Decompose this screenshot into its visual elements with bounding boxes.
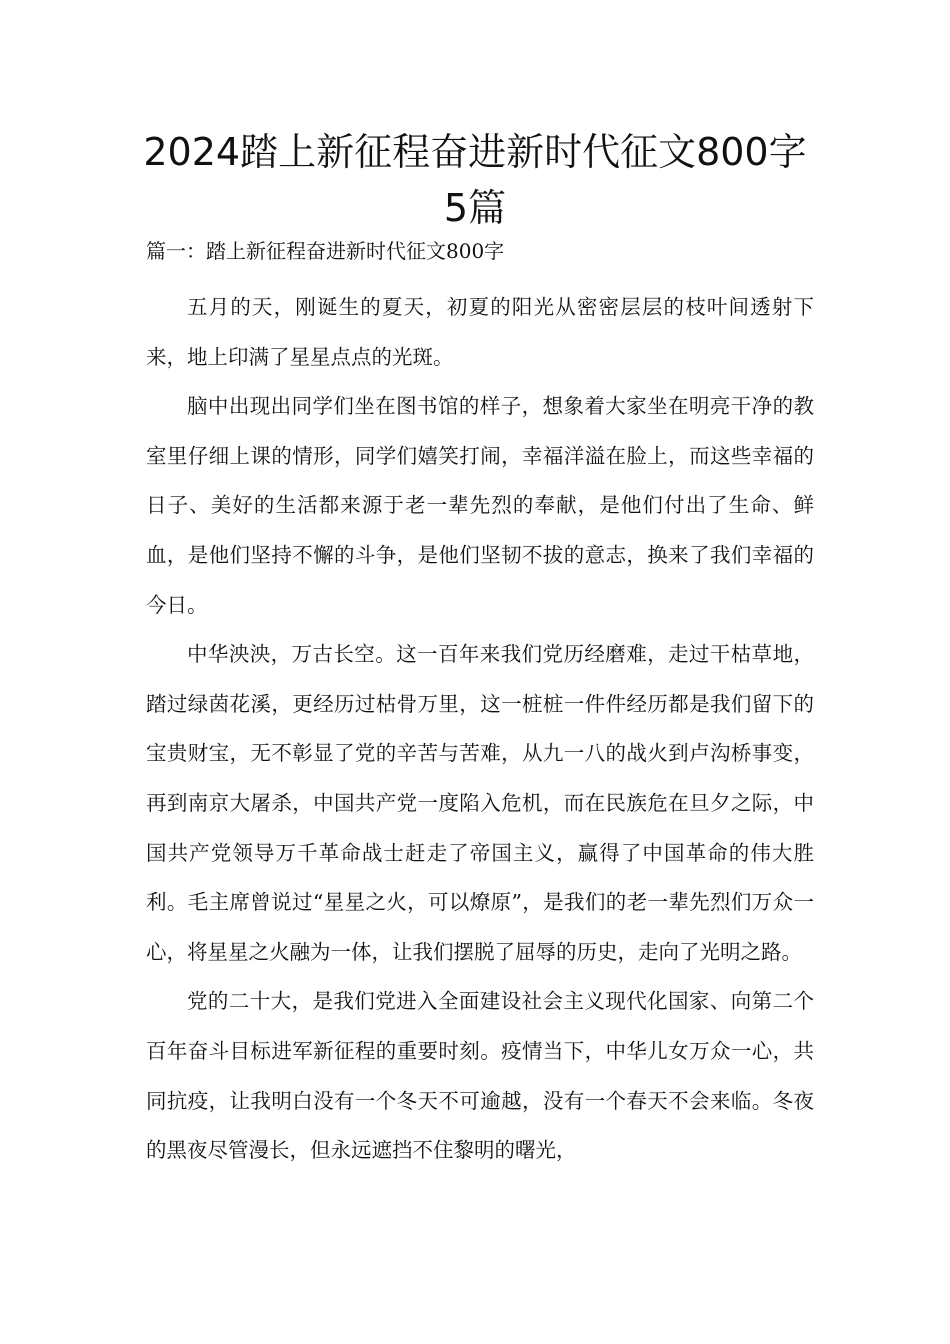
section-heading: 篇一：踏上新征程奋进新时代征文800字 (146, 239, 505, 263)
paragraph-3: 中华泱泱，万古长空。这一百年来我们党历经磨难，走过干枯草地，踏过绿茵花溪，更经历过枯骨万里，这一桩桩一件件经历都是我们留下的宝贵财宝，无不彰显了党的辛苦与苦难，从九一八的战火到卢沟桥事变，再到南京大屠杀，中国共产党一度陷入危机，而在民族危在旦夕之际，中国共产党领导万千革命战士赶走了帝国主义，赢得了中国革命的伟大胜利。毛主席曾说过“星星之火，可以燎原”，是我们的老一辈先烈们万众一心，将星星之火融为一体，让我们摆脱了屈辱的历史，走向了光明之路。 (146, 642, 814, 964)
article-body (146, 283, 814, 1176)
paragraph-1: 五月的天，刚诞生的夏天，初夏的阳光从密密层层的枝叶间透射下来，地上印满了星星点点的光斑。 (146, 295, 814, 369)
document-title-line-2: 5篇 (443, 186, 507, 230)
document-title-line-1: 2024踏上新征程奋进新时代征文800字 (143, 130, 807, 174)
paragraph-4: 党的二十大，是我们党进入全面建设社会主义现代化国家、向第二个百年奋斗目标进军新征程的重要时刻。疫情当下，中华儿女万众一心，共同抗疫，让我明白没有一个冬天不可逾越，没有一个春天不会来临。冬夜的黑夜尽管漫长，但永远遮挡不住黎明的曙光， (146, 989, 814, 1163)
document-title (120, 124, 830, 236)
paragraph-2: 脑中出现出同学们坐在图书馆的样子，想象着大家坐在明亮干净的教室里仔细上课的情形，同学们嬉笑打闹，幸福洋溢在脸上，而这些幸福的日子、美好的生活都来源于老一辈先烈的奉献，是他们付出了生命、鲜血，是他们坚持不懈的斗争，是他们坚韧不拔的意志，换来了我们幸福的今日。 (146, 394, 814, 617)
